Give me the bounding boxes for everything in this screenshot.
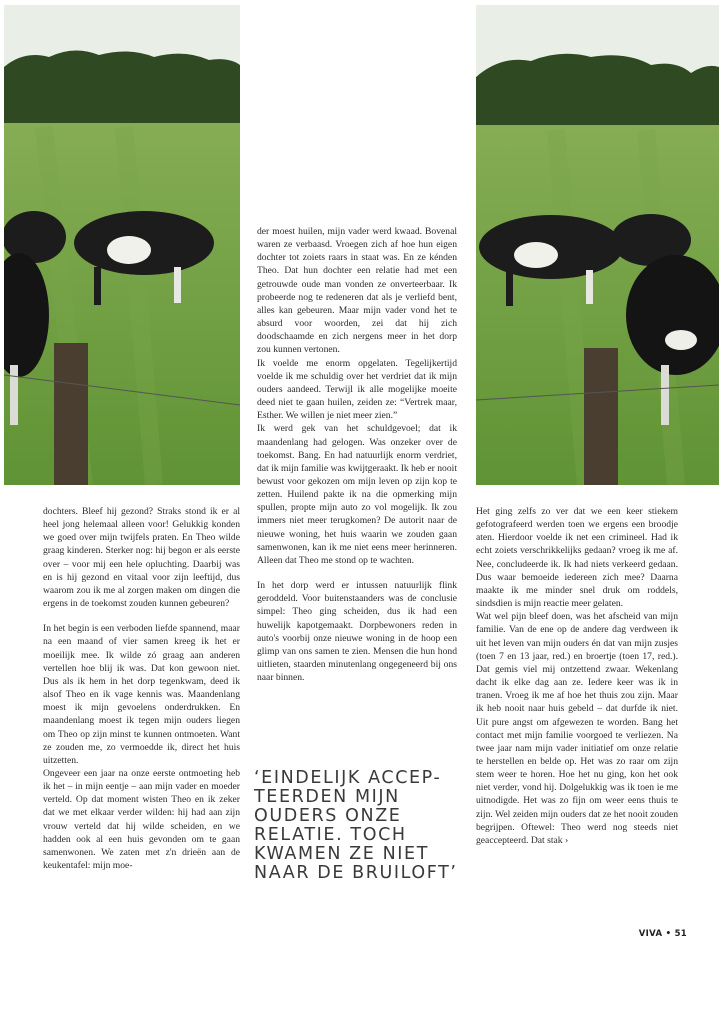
paragraph: Het ging zelfs zo ver dat we een keer stiekem gefotografeerd werden toen we ergens een broodje aten. Hierdoor voelde ik net een crimineel. Had ik echt zoiets verschrikkelijks gedaan? vroeg ik me af. Nee, concludeerde ik. Ik had niets verkeerd gedaan. Dus waar bemoeide iedereen zich mee? Daarna maakte ik me minder snel druk om roddels, sindsdien is mijn reactie meer gelaten. (476, 506, 678, 610)
page-folio: VIVA • 51 (638, 929, 687, 939)
photo-cows-left (4, 5, 240, 485)
paragraph: Wat wel pijn bleef doen, was het afscheid van mijn familie. Van de ene op de andere dag verdween ik uit het leven van mijn ouders én dat van mijn zusjes (toen 7 en 13 jaar, red.) en broertje (toen 17, red.). Dat gemis viel mij ontzettend zwaar. Wekenlang dacht ik elke dag aan ze. Iedere keer was ik in tranen. Vroeg ik me af hoe het thuis zou zijn. Maar ik heb nooit naar huis gebeld – dat durfde ik niet. Uit pure angst om afgewezen te worden. Bang het contact met mijn familie voorgoed te verliezen. Na twee jaar nam mijn vader initiatief om onze relatie te herstellen en belde op. Het was zo raar om zijn stem weer te horen. Hoe het nu ging, kon het ook niet verder, vond hij. Dolgelukkig was ik toen ie me uitnodigde. Het was zo fijn om weer eens thuis te zijn. Wel zeiden mijn ouders dat ze het nooit zouden begrijpen. Oftewel: Theo werd nog steeds niet geaccepteerd. Dat stak › (476, 611, 678, 846)
photo-cows-right (476, 5, 719, 485)
article-column-right (476, 505, 678, 847)
paragraph: In het dorp werd er intussen natuurlijk flink geroddeld. Voor buitenstaanders was de conclusie simpel: Theo ging scheiden, dus ik had een huwelijk kapotgemaakt. Dorpbewoners reden in auto's voorbij onze nieuwe woning in de hoop een glimp van ons samen te zien. Mensen die hun hond uitlieten, staarden minutenlang ongegeneerd bij ons naar binnen. (257, 580, 457, 684)
paragraph: der moest huilen, mijn vader werd kwaad. Bovenal waren ze verbaasd. Vroegen zich af hoe hun eigen dochter tot zoiets raars in staat was. En ze kénden Theo. Dat hun dochter een relatie had met een getrouwde oude man vonden ze onverteerbaar. Ik probeerde nog te redeneren dat als je verliefd bent, alles kan gebeuren. Maar mijn vader vond het te absurd voor woorden, zei dat hij zich doodschaamde en zich nergens meer in het dorp zou kunnen vertonen. (257, 226, 457, 356)
pull-quote: ‘EINDELIJK ACCEP- TEERDEN MIJN OUDERS ONZE RELATIE. TOCH KWAMEN ZE NIET NAAR DE BRUILOFT’ (254, 768, 458, 883)
paragraph: Ik werd gek van het schuldgevoel; dat ik maandenlang had gelogen. Was onzeker over de toekomst. Bang. En had natuurlijk enorm verdriet, dat ik mijn familie was kwijtgeraakt. Ik heb er nooit bewust voor gekozen om mijn leven op zijn kop te zetten. Huilend pakte ik na die opmerking mijn spullen, propte mijn auto zo vol mogelijk. Ik zou immers niet meer terugkomen? De autorit naar de nieuwe woning, het huis waarin we zouden gaan samenwonen, kan ik me niet eens meer herinneren. Alleen dat Theo me stond op te wachten. (257, 423, 457, 566)
paragraph: In het begin is een verboden liefde spannend, maar na een maand of vier samen kreeg ik het er moeilijk mee. Ik wilde zó graag aan anderen vertellen hoe blij ik was. Dat kon gewoon niet. Dus als ik hem in het dorp tegenkwam, deed ik alsof Theo en ik vage kennis was. Maandenlang moest ik mijn gevoelens onderdrukken. En maandenlang moest ik tegen mijn ouders liegen om Theo op zijn minst te kunnen ontmoeten. Want ze zouden me, zo vermoedde ik, direct het huis uitzetten. (43, 623, 240, 766)
article-column-left (43, 505, 240, 872)
paragraph: dochters. Bleef hij gezond? Straks stond ik er al heel jong helemaal alleen voor! Gelukkig konden we goed over mijn twijfels praten. En Theo wilde graag kinderen. Sterker nog: hij begon er als eerste over – voor mij een hele opluchting. Daarbij was en is hij gezond en vitaal voor zijn leeftijd, dus waarom zou ik me al zorgen maken om dingen die ergens in de toekomst zouden kunnen gebeuren? (43, 506, 240, 610)
article-column-middle (257, 225, 457, 684)
paragraph: Ongeveer een jaar na onze eerste ontmoeting heb ik het – in mijn eentje – aan mijn vader en moeder verteld. Op dat moment wisten Theo en ik zeker dat we met elkaar verder wilden: hij had aan zijn vrouw verteld dat hij wilde scheiden, en we hadden ook al een huis gevonden om te gaan samenwonen. We zaten met z'n drieën aan de keukentafel: mijn moe- (43, 767, 240, 872)
paragraph: Ik voelde me enorm opgelaten. Tegelijkertijd voelde ik me schuldig over het verdriet dat ik mijn ouders aandeed. Terwijl ik alle mogelijke moeite deed niet te gaan huilen, zeiden ze: “Vertrek maar, Esther. We willen je niet meer zien.” (257, 357, 457, 422)
